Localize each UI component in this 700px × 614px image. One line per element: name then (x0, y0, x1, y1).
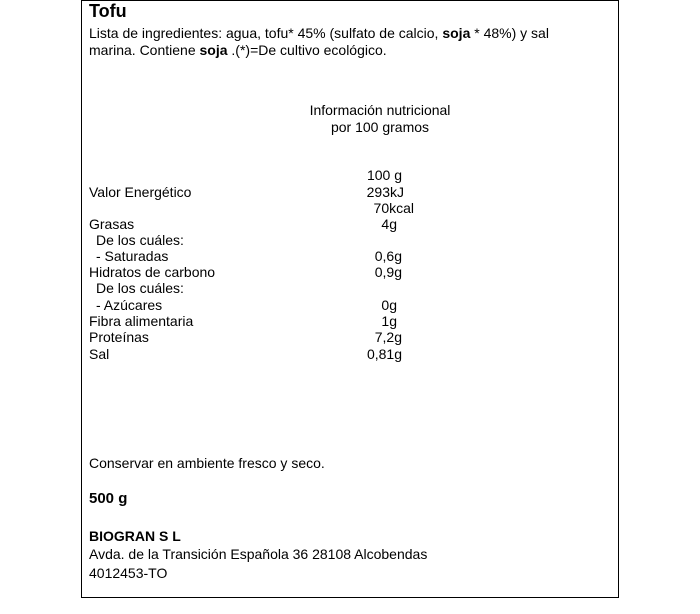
storage-instructions: Conservar en ambiente fresco y seco. (89, 455, 325, 471)
ingredients-text-2b: .(*)=De cultivo ecológico. (227, 42, 387, 58)
nutrient-label-sal: Sal (89, 346, 110, 362)
nutrient-label-hidratos: Hidratos de carbono (89, 264, 216, 280)
product-title: Tofu (89, 1, 127, 21)
nutrient-label-de-los-cuales-2: De los cuáles: (96, 280, 184, 296)
nutrient-value-azucares: 0g (381, 297, 397, 313)
allergen-soja-2: soja (199, 42, 228, 58)
nutrition-header-line-1: Información nutricional (309, 102, 451, 118)
nutrient-label-grasas: Grasas (89, 216, 135, 232)
ingredients-line-1 (89, 25, 549, 42)
nutrient-value-proteinas: 7,2g (374, 329, 402, 345)
energy-label: Valor Energético (89, 184, 192, 200)
ingredients-line-2 (89, 42, 387, 59)
nutrient-value-sal: 0,81g (366, 346, 402, 362)
allergen-soja-1: soja (442, 25, 471, 41)
ingredients-text-2a: marina. Contiene (89, 42, 200, 58)
company-address: Avda. de la Transición Española 36 28108 Alcobendas (89, 546, 428, 562)
nutrient-value-saturadas: 0,6g (374, 248, 402, 264)
nutrient-label-azucares: - Azúcares (96, 297, 163, 313)
nutrient-label-proteinas: Proteínas (89, 329, 149, 345)
energy-kcal-value: 70kcal (373, 200, 414, 216)
nutrient-value-fibra: 1g (381, 313, 397, 329)
nutrition-header-line-2: por 100 gramos (330, 119, 430, 135)
nutrient-label-fibra: Fibra alimentaria (89, 313, 194, 329)
nutrient-label-saturadas: - Saturadas (96, 248, 169, 264)
nutrient-label-de-los-cuales-1: De los cuáles: (96, 232, 184, 248)
nutrient-value-hidratos: 0,9g (374, 264, 402, 280)
nutrient-value-grasas: 4g (381, 216, 397, 232)
company-code: 4012453-TO (89, 565, 168, 581)
column-header-100g: 100 g (366, 167, 402, 183)
net-weight: 500 g (89, 490, 128, 507)
company-name: BIOGRAN S L (89, 528, 181, 544)
ingredients-text-1b: * 48%) y sal (470, 25, 549, 41)
energy-kj-value: 293kJ (366, 184, 404, 200)
ingredients-text-1a: Lista de ingredientes: agua, tofu* 45% (sulfato de calcio, (89, 25, 443, 41)
